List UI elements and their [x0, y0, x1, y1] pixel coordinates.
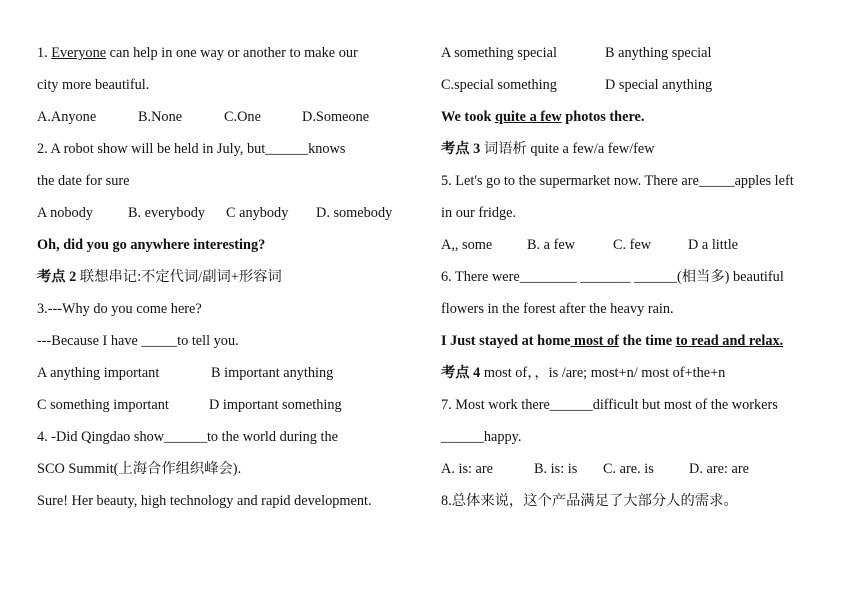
question-4-line-2: SCO Summit(上海合作组织峰会).: [37, 461, 242, 477]
question-text: can help in one way or another to make our: [106, 45, 358, 61]
option-d: D. are: are: [689, 461, 749, 477]
point-text: 联想串记:不定代词/副词+形容词: [76, 269, 282, 285]
question-1-line-1: [37, 42, 358, 64]
underlined-phrase: quite a few: [495, 109, 562, 125]
example-sentence-2: [441, 330, 783, 352]
question-7-options: [441, 458, 749, 480]
question-number: 1.: [37, 45, 52, 61]
underlined-word: Everyone: [51, 45, 107, 61]
option-d: D.Someone: [302, 109, 370, 125]
option-b: B anything special: [605, 45, 712, 61]
question-1-options: [37, 106, 369, 128]
option-a: A anything important: [37, 365, 160, 381]
question-7-line-2: ______happy.: [441, 429, 522, 445]
question-4-line-3: Sure! Her beauty, high technology and rapid development.: [37, 493, 372, 509]
point-text: 词语析 quite a few/a few/few: [480, 141, 655, 157]
option-d: D a little: [688, 237, 739, 253]
text: the time: [618, 333, 676, 349]
question-8-line: 8.总体来说，这个产品满足了大部分人的需求。: [441, 493, 738, 509]
option-c: C anybody: [226, 205, 289, 221]
point-4-heading: [441, 362, 725, 384]
question-2-line-1: 2. A robot show will be held in July, but______knows: [37, 141, 346, 157]
option-c: C. are. is: [603, 461, 654, 477]
question-3-options-cd: [37, 394, 342, 416]
question-6-line-2: flowers in the forest after the heavy rain.: [441, 301, 674, 317]
point-label: 考点 4: [441, 365, 481, 381]
question-2-options: [37, 202, 392, 224]
option-a: A,, some: [441, 237, 493, 253]
point-label: 考点 2: [37, 269, 77, 285]
option-b: B. everybody: [128, 205, 206, 221]
option-d: D. somebody: [316, 205, 393, 221]
question-5-line-1: 5. Let's go to the supermarket now. There are_____apples left: [441, 173, 794, 189]
question-7-line-1: 7. Most work there______difficult but most of the workers: [441, 397, 778, 413]
question-5-options: [441, 234, 738, 256]
option-d: D special anything: [605, 77, 713, 93]
underlined-phrase: to read and relax.: [675, 333, 784, 349]
question-1-line-2: city more beautiful.: [37, 77, 150, 93]
option-c: C. few: [613, 237, 652, 253]
option-b: B. is: is: [534, 461, 578, 477]
option-b: B important anything: [211, 365, 334, 381]
option-a: A nobody: [37, 205, 94, 221]
option-a: A.Anyone: [37, 109, 97, 125]
option-b: B. a few: [527, 237, 576, 253]
text: photos there.: [561, 109, 645, 125]
example-sentence: Oh, did you go anywhere interesting?: [37, 237, 266, 253]
point-2-heading: [37, 266, 282, 288]
question-4-options-cd: [441, 74, 712, 96]
option-b: B.None: [138, 109, 183, 125]
question-3-line-1: 3.---Why do you come here?: [37, 301, 202, 317]
point-text: most of，，is /are; most+n/ most of+the+n: [480, 365, 726, 381]
question-6-line-1: 6. There were________ _______ ______(相当多) beautiful: [441, 269, 784, 285]
example-sentence: [441, 106, 644, 128]
question-2-line-2: the date for sure: [37, 173, 130, 189]
question-5-line-2: in our fridge.: [441, 205, 517, 221]
text: We took: [441, 109, 496, 125]
point-label: 考点 3: [441, 141, 481, 157]
point-3-heading: [441, 138, 655, 160]
option-d: D important something: [209, 397, 342, 413]
question-4-line-1: 4. -Did Qingdao show______to the world during the: [37, 429, 338, 445]
option-c: C.One: [224, 109, 261, 125]
underlined-phrase: most of: [570, 333, 619, 349]
question-3-options-ab: [37, 362, 333, 384]
option-c: C.special something: [441, 77, 557, 93]
option-c: C something important: [37, 397, 169, 413]
question-4-options-ab: [441, 42, 711, 64]
text: I Just stayed at home: [441, 333, 571, 349]
question-3-line-2: ---Because I have _____to tell you.: [37, 333, 239, 349]
option-a: A something special: [441, 45, 557, 61]
option-a: A. is: are: [441, 461, 494, 477]
